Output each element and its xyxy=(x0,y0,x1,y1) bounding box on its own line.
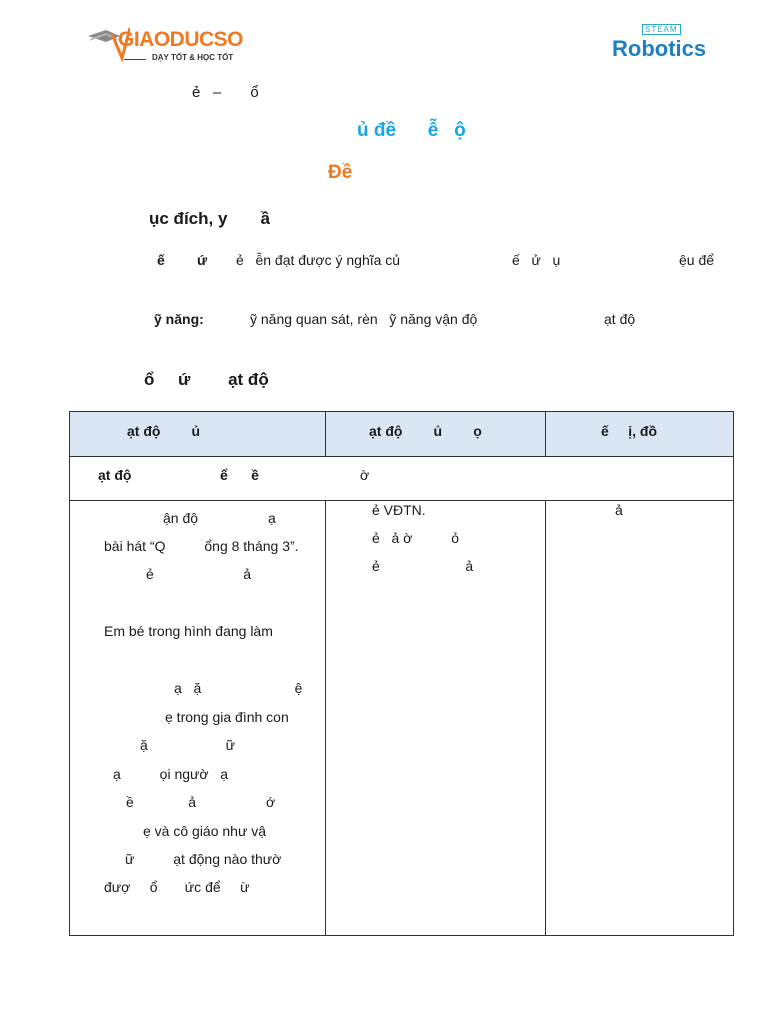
teacher-line: ẹ và cô giáo như vậ xyxy=(143,823,267,839)
row-activity-topic: ể ề xyxy=(220,467,259,483)
materials-line: ả xyxy=(615,502,623,518)
brand-tagline: DẠY TỐT & HỌC TỐT xyxy=(152,53,234,62)
robotics-wordmark: Robotics xyxy=(612,36,707,61)
teacher-line: bài hát “Q ổng 8 tháng 3”. xyxy=(104,538,299,554)
header-materials: ế ị, đồ xyxy=(601,423,658,439)
objective-knowledge-text-2: ế ử ụ xyxy=(512,252,561,268)
giaoducso-logo xyxy=(86,22,246,70)
row-activity-time: ờ xyxy=(360,467,370,483)
objective-knowledge-label: ế xyxy=(157,252,165,268)
child-line: ẻ ả xyxy=(372,558,474,574)
steam-badge: STEAM xyxy=(642,24,681,35)
teacher-line: đượ ổ ức để ừ xyxy=(104,879,250,895)
teacher-line: ạ ặ ệ xyxy=(174,680,303,696)
child-line: ẻ ả ờ ỏ xyxy=(372,530,459,546)
row-divider xyxy=(70,500,733,501)
topic-title: ủ đề ễ ộ xyxy=(357,120,466,141)
section-heading-organization: ổ ứ ạt độ xyxy=(144,370,269,389)
lesson-title: Đề xyxy=(328,162,353,183)
divider xyxy=(124,59,146,60)
objective-skills-label: ỹ năng: xyxy=(154,311,204,327)
objective-skills-text-2: ạt độ xyxy=(604,311,636,327)
teacher-line: ữ ạt động nào thườ xyxy=(125,851,282,867)
header-child-activity: ạt độ ủ ọ xyxy=(369,423,482,439)
brand-name: GIAODUCSO xyxy=(118,28,244,51)
objective-knowledge-text-3: ệu để xyxy=(679,252,715,268)
section-heading-objectives: ục đích, y ầ xyxy=(149,209,270,228)
teacher-line: ề ả ớ xyxy=(126,794,276,810)
col-divider xyxy=(545,412,546,457)
objective-knowledge-text: ẻ ễn đạt được ý nghĩa củ xyxy=(236,252,401,268)
objective-knowledge-label-2: ứ xyxy=(197,252,208,268)
activity-table xyxy=(69,411,734,936)
objective-skills-text: ỹ năng quan sát, rèn ỹ năng vận độ xyxy=(250,311,478,327)
col-divider xyxy=(545,500,546,936)
teacher-line: ẻ ả xyxy=(146,566,252,582)
row-activity-label: ạt độ xyxy=(98,467,132,483)
steam-robotics-logo xyxy=(612,24,722,68)
col-divider xyxy=(325,412,326,457)
teacher-line: ẹ trong gia đình con xyxy=(165,709,289,725)
child-line: ẻ VĐTN. xyxy=(372,502,426,518)
teacher-line: ặ ữ xyxy=(140,737,235,753)
col-divider xyxy=(325,500,326,936)
subtitle-line: ẻ – ổ xyxy=(192,84,259,101)
teacher-line: ận độ ạ xyxy=(163,510,276,526)
teacher-line: ạ ọi ngườ ạ xyxy=(113,766,229,782)
teacher-line: Em bé trong hình đang làm xyxy=(104,623,273,639)
header-teacher-activity: ạt độ ủ xyxy=(127,423,201,439)
